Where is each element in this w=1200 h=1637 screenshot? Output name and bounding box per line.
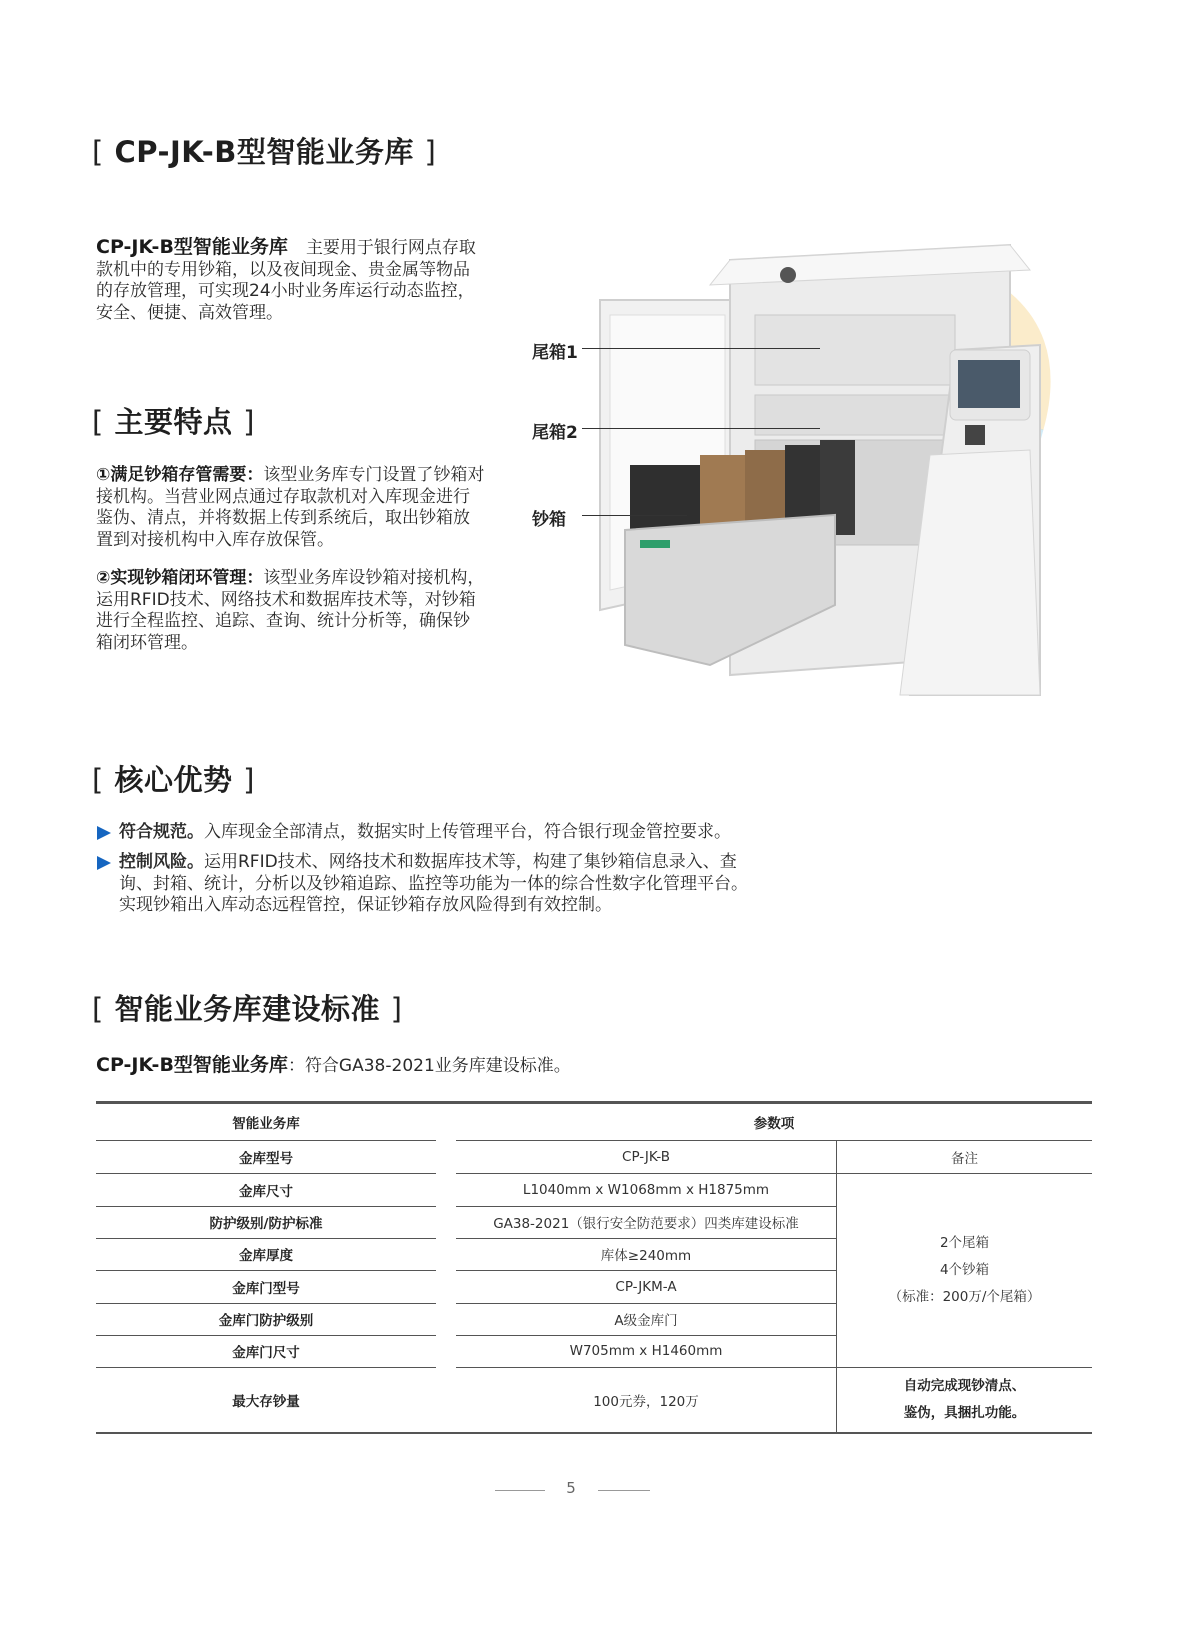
row-divider <box>456 1238 837 1239</box>
callout-line <box>582 515 687 516</box>
remark-line: 2个尾箱 <box>939 1235 990 1251</box>
section-title-features <box>92 400 255 441</box>
table-row-label: 金库门防护级别 <box>218 1313 314 1329</box>
table-row-label: 金库门尺寸 <box>232 1345 300 1361</box>
feature-item <box>96 568 486 654</box>
section-title-standard <box>92 987 402 1028</box>
advantage-item <box>97 852 759 917</box>
section-title-product <box>92 130 436 171</box>
callout-tail-box-1: 尾箱1 <box>532 343 578 363</box>
feature-lead: ②实现钞箱闭环管理： <box>96 568 264 588</box>
advantage-lead: 符合规范。 <box>119 822 204 842</box>
feature-lead: ①满足钞箱存管需要： <box>96 465 264 485</box>
column-divider <box>836 1141 837 1432</box>
table-row-value: L1040mm x W1068mm x H1875mm <box>522 1182 770 1198</box>
footer-rule-right <box>598 1490 650 1491</box>
callout-line <box>582 428 820 429</box>
advantage-text: 入库现金全部清点，数据实时上传管理平台，符合银行现金管控要求。 <box>204 822 731 842</box>
standard-product-name: CP-JK-B型智能业务库 <box>96 1054 288 1076</box>
row-divider <box>96 1206 436 1207</box>
arrow-icon <box>97 856 111 870</box>
standard-sep: ： <box>287 1056 305 1076</box>
intro-paragraph <box>96 237 486 324</box>
vault-drawing <box>580 225 1100 725</box>
bracket-left: [ <box>92 992 104 1026</box>
remark-line: 鉴伪，具捆扎功能。 <box>903 1405 1026 1421</box>
feature-item <box>96 465 486 551</box>
table-remark-header: 备注 <box>951 1151 978 1167</box>
table-row-value: GA38-2021（银行安全防范要求）四类库建设标准 <box>493 1216 799 1232</box>
table-row-value: CP-JKM-A <box>615 1279 677 1295</box>
section-title-text: 主要特点 <box>114 405 233 439</box>
callout-line <box>582 348 820 349</box>
row-divider <box>96 1238 436 1239</box>
bracket-right: ] <box>424 135 437 169</box>
remark-line: （标准：200万/个尾箱） <box>888 1289 1041 1305</box>
feature-text: 该型业务库设钞箱对接机构，运用RFID技术、网络技术和数据库技术等，对钞箱进行全程监控、追踪、查询、统计分析等，确保钞箱闭环管理。 <box>96 568 485 653</box>
row-divider <box>456 1173 1092 1174</box>
remark-line: 自动完成现钞清点、 <box>903 1378 1026 1394</box>
bracket-right: ] <box>243 763 255 797</box>
intro-text: 主要用于银行网点存取款机中的专用钞箱，以及夜间现金、贵金属等物品的存放管理，可实现24小时业务库运行动态监控，安全、便捷、高效管理。 <box>96 238 476 323</box>
table-remark-last <box>837 1368 1092 1432</box>
callout-tail-box-2: 尾箱2 <box>532 423 578 443</box>
row-divider <box>96 1367 436 1368</box>
footer-rule-left <box>495 1490 545 1491</box>
bracket-left: [ <box>92 405 104 439</box>
bracket-right: ] <box>243 405 255 439</box>
table-header-left: 智能业务库 <box>232 1116 300 1132</box>
row-divider <box>456 1335 837 1336</box>
product-illustration <box>580 225 1100 725</box>
bracket-left: [ <box>92 763 104 797</box>
row-divider <box>456 1270 837 1271</box>
arrow-icon <box>97 826 111 840</box>
advantage-lead: 控制风险。 <box>119 852 204 872</box>
section-title-text: 智能业务库建设标准 <box>114 992 380 1026</box>
intro-product-name: CP-JK-B型智能业务库 <box>96 236 288 258</box>
standard-line <box>96 1050 571 1077</box>
section-title-advantages <box>92 758 255 799</box>
feature-text: 该型业务库专门设置了钞箱对接机构。当营业网点通过存取款机对入库现金进行鉴伪、清点，并将数据上传到系统后，取出钞箱放置到对接机构中入库存放保管。 <box>96 465 485 550</box>
row-divider <box>96 1303 436 1304</box>
standard-text: 符合GA38-2021业务库建设标准。 <box>304 1056 571 1076</box>
table-row-value: 库体≥240mm <box>600 1248 692 1264</box>
table-row-value: CP-JK-B <box>622 1149 670 1165</box>
row-divider <box>456 1367 1092 1368</box>
table-row-value: 100元券，120万 <box>593 1394 699 1410</box>
table-remark-merged <box>837 1174 1092 1367</box>
row-divider <box>456 1303 837 1304</box>
row-divider <box>456 1206 837 1207</box>
advantage-text: 运用RFID技术、网络技术和数据库技术等，构建了集钞箱信息录入、查询、封箱、统计，分析以及钞箱追踪、监控等功能为一体的综合性数字化管理平台。实现钞箱出入库动态远程管控，保证钞箱存放风险得到有效控制。 <box>119 852 748 916</box>
callout-cash-box: 钞箱 <box>532 510 566 530</box>
bracket-right: ] <box>390 992 403 1026</box>
table-row-label: 金库门型号 <box>232 1281 300 1297</box>
table-row-label: 金库厚度 <box>239 1248 293 1264</box>
remark-line: 4个钞箱 <box>939 1262 990 1278</box>
table-row-label: 金库型号 <box>239 1151 293 1167</box>
row-divider <box>96 1335 436 1336</box>
row-divider <box>96 1270 436 1271</box>
page-number: 5 <box>566 1479 576 1497</box>
table-row-value: A级金库门 <box>614 1313 678 1329</box>
section-title-text: CP-JK-B型智能业务库 <box>114 135 414 169</box>
table-bottom-rule <box>96 1432 1092 1434</box>
table-header-right: 参数项 <box>753 1116 795 1132</box>
table-row-value: W705mm x H1460mm <box>569 1343 723 1359</box>
bracket-left: [ <box>92 135 104 169</box>
table-row-label: 最大存钞量 <box>232 1394 300 1410</box>
table-row-label: 防护级别/防护标准 <box>209 1216 323 1232</box>
section-title-text: 核心优势 <box>114 763 233 797</box>
table-row-label: 金库尺寸 <box>239 1184 293 1200</box>
advantage-item <box>97 822 799 844</box>
row-divider <box>96 1173 436 1174</box>
